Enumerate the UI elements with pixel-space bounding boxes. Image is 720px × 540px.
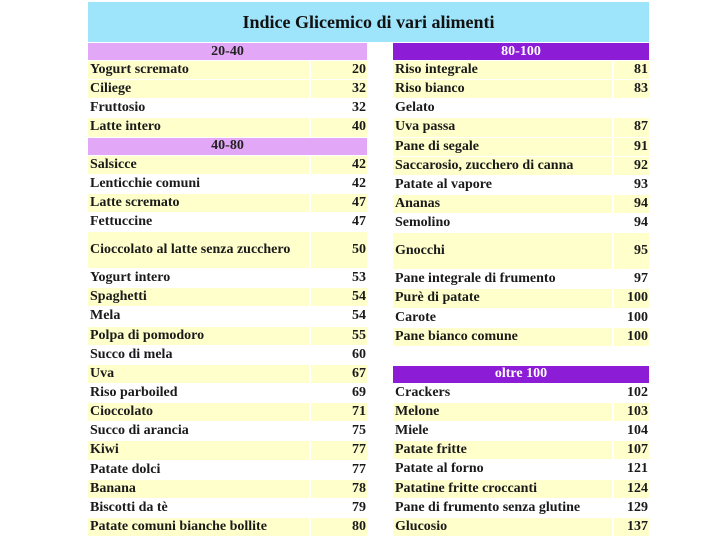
food-name: Pane integrale di frumento bbox=[393, 270, 612, 288]
food-name: Latte scremato bbox=[88, 194, 309, 212]
food-name: Gelato bbox=[393, 99, 612, 117]
table-row bbox=[393, 270, 649, 288]
table-row bbox=[88, 346, 367, 364]
table-row bbox=[393, 518, 649, 536]
food-name: Riso parboiled bbox=[88, 384, 309, 402]
gi-value: 95 bbox=[614, 233, 649, 269]
table-row bbox=[88, 99, 367, 117]
table-row bbox=[393, 403, 649, 421]
table-row bbox=[88, 194, 367, 212]
food-name: Glucosio bbox=[393, 518, 612, 536]
food-name: Latte intero bbox=[88, 118, 309, 136]
table-row bbox=[88, 156, 367, 174]
table-row bbox=[88, 461, 367, 479]
table-row bbox=[393, 195, 649, 213]
food-name: Miele bbox=[393, 422, 612, 440]
table-title: Indice Glicemico di vari alimenti bbox=[88, 2, 649, 42]
food-name: Succo di arancia bbox=[88, 422, 309, 440]
group-header-20-40: 20-40 bbox=[88, 43, 367, 60]
food-name: Uva passa bbox=[393, 118, 612, 136]
table-row bbox=[88, 365, 367, 383]
table-row bbox=[393, 233, 649, 269]
gi-value: 104 bbox=[614, 422, 649, 440]
table-row bbox=[88, 441, 367, 459]
table-row bbox=[393, 422, 649, 440]
food-name: Succo di mela bbox=[88, 346, 309, 364]
gi-value: 71 bbox=[311, 403, 367, 421]
gi-value: 100 bbox=[614, 328, 649, 346]
food-name: Patate al vapore bbox=[393, 176, 612, 194]
right-column bbox=[393, 43, 649, 537]
gi-value: 91 bbox=[614, 138, 649, 156]
food-name: Ananas bbox=[393, 195, 612, 213]
food-name: Patatine fritte croccanti bbox=[393, 480, 612, 498]
gi-value: 93 bbox=[614, 176, 649, 194]
table-row bbox=[88, 422, 367, 440]
food-name: Yogurt scremato bbox=[88, 61, 309, 79]
table-row bbox=[88, 384, 367, 402]
food-name: Fruttosio bbox=[88, 99, 309, 117]
table-row bbox=[88, 518, 367, 536]
food-name: Yogurt intero bbox=[88, 269, 309, 287]
gi-value: 77 bbox=[311, 461, 367, 479]
table-row bbox=[393, 61, 649, 79]
gi-value: 47 bbox=[311, 213, 367, 231]
food-name: Patate fritte bbox=[393, 441, 612, 459]
food-name: Semolino bbox=[393, 214, 612, 232]
gi-value: 42 bbox=[311, 156, 367, 174]
food-name: Mela bbox=[88, 307, 309, 325]
food-name: Biscotti da tè bbox=[88, 499, 309, 517]
table-row bbox=[393, 118, 649, 136]
gi-value bbox=[614, 99, 649, 117]
gi-value: 42 bbox=[311, 175, 367, 193]
gi-value: 77 bbox=[311, 441, 367, 459]
food-name: Banana bbox=[88, 480, 309, 498]
gi-value: 94 bbox=[614, 214, 649, 232]
food-name: Saccarosio, zucchero di canna bbox=[393, 157, 612, 175]
gi-value: 100 bbox=[614, 309, 649, 327]
table-row bbox=[88, 327, 367, 345]
gi-value: 97 bbox=[614, 270, 649, 288]
table-row bbox=[393, 99, 649, 117]
food-name: Riso integrale bbox=[393, 61, 612, 79]
table-row bbox=[393, 214, 649, 232]
gi-value: 137 bbox=[614, 518, 649, 536]
table-row bbox=[393, 480, 649, 498]
group-header-oltre-100: oltre 100 bbox=[393, 366, 649, 383]
gi-value: 83 bbox=[614, 80, 649, 98]
food-name: Uva bbox=[88, 365, 309, 383]
gi-value: 87 bbox=[614, 118, 649, 136]
table-row bbox=[393, 157, 649, 175]
gi-value: 67 bbox=[311, 365, 367, 383]
food-name: Melone bbox=[393, 403, 612, 421]
table-row bbox=[88, 307, 367, 325]
table-row bbox=[88, 213, 367, 231]
food-name: Gnocchi bbox=[393, 233, 612, 269]
table-row bbox=[88, 232, 367, 268]
gi-value: 53 bbox=[311, 269, 367, 287]
spacer bbox=[393, 347, 649, 366]
gi-value: 80 bbox=[311, 518, 367, 536]
gi-value: 78 bbox=[311, 480, 367, 498]
gi-value: 129 bbox=[614, 499, 649, 517]
gi-value: 124 bbox=[614, 480, 649, 498]
table-row bbox=[88, 288, 367, 306]
gi-value: 102 bbox=[614, 384, 649, 402]
gi-value: 103 bbox=[614, 403, 649, 421]
gi-value: 20 bbox=[311, 61, 367, 79]
gi-value: 100 bbox=[614, 289, 649, 307]
table-row bbox=[88, 499, 367, 517]
food-name: Purè di patate bbox=[393, 289, 612, 307]
food-name: Cioccolato bbox=[88, 403, 309, 421]
gi-value: 69 bbox=[311, 384, 367, 402]
table-row bbox=[393, 176, 649, 194]
food-name: Polpa di pomodoro bbox=[88, 327, 309, 345]
food-name: Crackers bbox=[393, 384, 612, 402]
table-row bbox=[88, 175, 367, 193]
glycemic-index-table bbox=[88, 2, 649, 538]
group-header-40-80: 40-80 bbox=[88, 138, 367, 155]
food-name: Pane di segale bbox=[393, 138, 612, 156]
table-row bbox=[88, 118, 367, 136]
gi-value: 32 bbox=[311, 80, 367, 98]
gi-value: 47 bbox=[311, 194, 367, 212]
food-name: Salsicce bbox=[88, 156, 309, 174]
table-row bbox=[393, 80, 649, 98]
food-name: Spaghetti bbox=[88, 288, 309, 306]
gi-value: 50 bbox=[311, 232, 367, 268]
table-row bbox=[88, 61, 367, 79]
table-row bbox=[393, 441, 649, 459]
table-row bbox=[393, 460, 649, 478]
table-row bbox=[393, 309, 649, 327]
table-row bbox=[393, 328, 649, 346]
food-name: Cioccolato al latte senza zucchero bbox=[88, 232, 309, 268]
food-name: Ciliege bbox=[88, 80, 309, 98]
group-header-80-100: 80-100 bbox=[393, 43, 649, 60]
food-name: Patate dolci bbox=[88, 461, 309, 479]
table-row bbox=[88, 403, 367, 421]
food-name: Patate al forno bbox=[393, 460, 612, 478]
food-name: Riso bianco bbox=[393, 80, 612, 98]
food-name: Fettuccine bbox=[88, 213, 309, 231]
gi-value: 40 bbox=[311, 118, 367, 136]
food-name: Lenticchie comuni bbox=[88, 175, 309, 193]
gi-value: 121 bbox=[614, 460, 649, 478]
table-row bbox=[88, 80, 367, 98]
table-row bbox=[88, 480, 367, 498]
food-name: Patate comuni bianche bollite bbox=[88, 518, 309, 536]
table-row bbox=[393, 289, 649, 307]
table-row bbox=[393, 499, 649, 517]
food-name: Kiwi bbox=[88, 441, 309, 459]
gi-value: 60 bbox=[311, 346, 367, 364]
table-row bbox=[393, 384, 649, 402]
gi-value: 55 bbox=[311, 327, 367, 345]
gi-value: 75 bbox=[311, 422, 367, 440]
gi-value: 81 bbox=[614, 61, 649, 79]
gi-value: 79 bbox=[311, 499, 367, 517]
food-name: Pane bianco comune bbox=[393, 328, 612, 346]
food-name: Carote bbox=[393, 309, 612, 327]
gi-value: 32 bbox=[311, 99, 367, 117]
table-row bbox=[393, 138, 649, 156]
gi-value: 54 bbox=[311, 307, 367, 325]
gi-value: 94 bbox=[614, 195, 649, 213]
gi-value: 54 bbox=[311, 288, 367, 306]
gi-value: 107 bbox=[614, 441, 649, 459]
left-column bbox=[88, 43, 367, 537]
table-row bbox=[88, 269, 367, 287]
food-name: Pane di frumento senza glutine bbox=[393, 499, 612, 517]
gi-value: 92 bbox=[614, 157, 649, 175]
